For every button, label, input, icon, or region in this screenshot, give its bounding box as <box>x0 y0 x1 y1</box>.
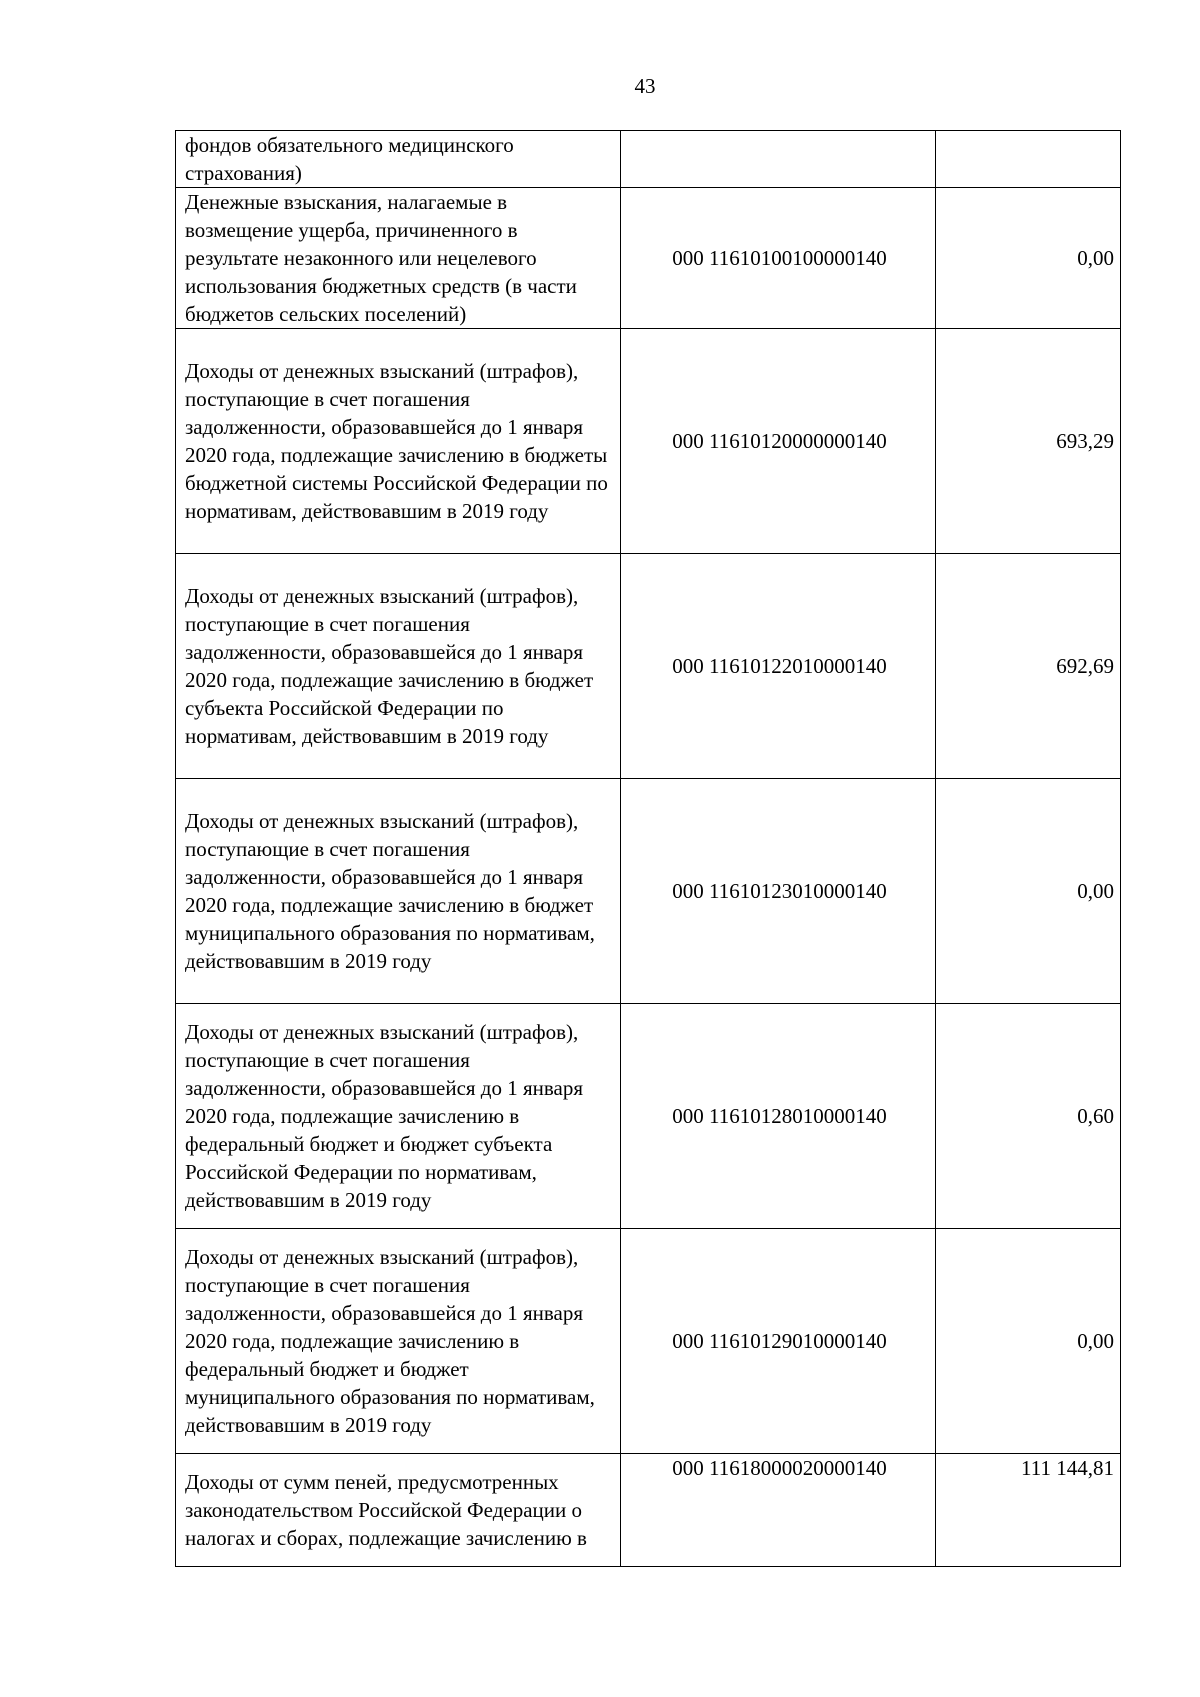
row-budget-code: 000 11610123010000140 <box>621 779 936 1004</box>
row-amount: 0,00 <box>936 779 1121 1004</box>
row-description: Доходы от денежных взысканий (штрафов), поступающие в счет погашения задолженности, образовавшейся до 1 января 2020 года, подлежащие зачислению в бюджет субъекта Российской Федерации по нормативам, действовавшим в 2019 году <box>176 554 621 779</box>
table-row <box>176 131 1121 188</box>
row-budget-code: 000 11610100100000140 <box>621 188 936 329</box>
table-row <box>176 1004 1121 1229</box>
row-budget-code <box>621 131 936 188</box>
row-amount: 0,00 <box>936 188 1121 329</box>
table-row <box>176 779 1121 1004</box>
row-amount <box>936 131 1121 188</box>
table-row <box>176 1229 1121 1454</box>
row-budget-code: 000 11610122010000140 <box>621 554 936 779</box>
page-number: 43 <box>634 74 656 98</box>
row-amount: 693,29 <box>936 329 1121 554</box>
row-amount: 111 144,81 <box>936 1454 1121 1567</box>
row-amount: 0,00 <box>936 1229 1121 1454</box>
row-amount: 0,60 <box>936 1004 1121 1229</box>
table-row <box>176 188 1121 329</box>
row-description: фондов обязательного медицинского страхования) <box>176 131 621 188</box>
row-description: Доходы от сумм пеней, предусмотренных законодательством Российской Федерации о налогах и сборах, подлежащие зачислению в <box>176 1454 621 1567</box>
row-description: Доходы от денежных взысканий (штрафов), поступающие в счет погашения задолженности, образовавшейся до 1 января 2020 года, подлежащие зачислению в бюджеты бюджетной системы Российской Федерации по нормативам, действовавшим в 2019 году <box>176 329 621 554</box>
row-budget-code: 000 11610120000000140 <box>621 329 936 554</box>
row-budget-code: 000 11610128010000140 <box>621 1004 936 1229</box>
table-row <box>176 554 1121 779</box>
row-description: Доходы от денежных взысканий (штрафов), поступающие в счет погашения задолженности, образовавшейся до 1 января 2020 года, подлежащие зачислению в федеральный бюджет и бюджет субъекта Российской Федерации по нормативам, действовавшим в 2019 году <box>176 1004 621 1229</box>
row-budget-code: 000 11618000020000140 <box>621 1454 936 1567</box>
row-description: Доходы от денежных взысканий (штрафов), поступающие в счет погашения задолженности, образовавшейся до 1 января 2020 года, подлежащие зачислению в федеральный бюджет и бюджет муниципального образования по нормативам, действовавшим в 2019 году <box>176 1229 621 1454</box>
row-amount: 692,69 <box>936 554 1121 779</box>
table-row <box>176 1454 1121 1567</box>
row-description: Доходы от денежных взысканий (штрафов), поступающие в счет погашения задолженности, образовавшейся до 1 января 2020 года, подлежащие зачислению в бюджет муниципального образования по нормативам, действовавшим в 2019 году <box>176 779 621 1004</box>
revenue-table <box>175 130 1121 1567</box>
row-description: Денежные взыскания, налагаемые в возмещение ущерба, причиненного в результате незаконного или нецелевого использования бюджетных средств (в части бюджетов сельских поселений) <box>176 188 621 329</box>
row-budget-code: 000 11610129010000140 <box>621 1229 936 1454</box>
table-row <box>176 329 1121 554</box>
